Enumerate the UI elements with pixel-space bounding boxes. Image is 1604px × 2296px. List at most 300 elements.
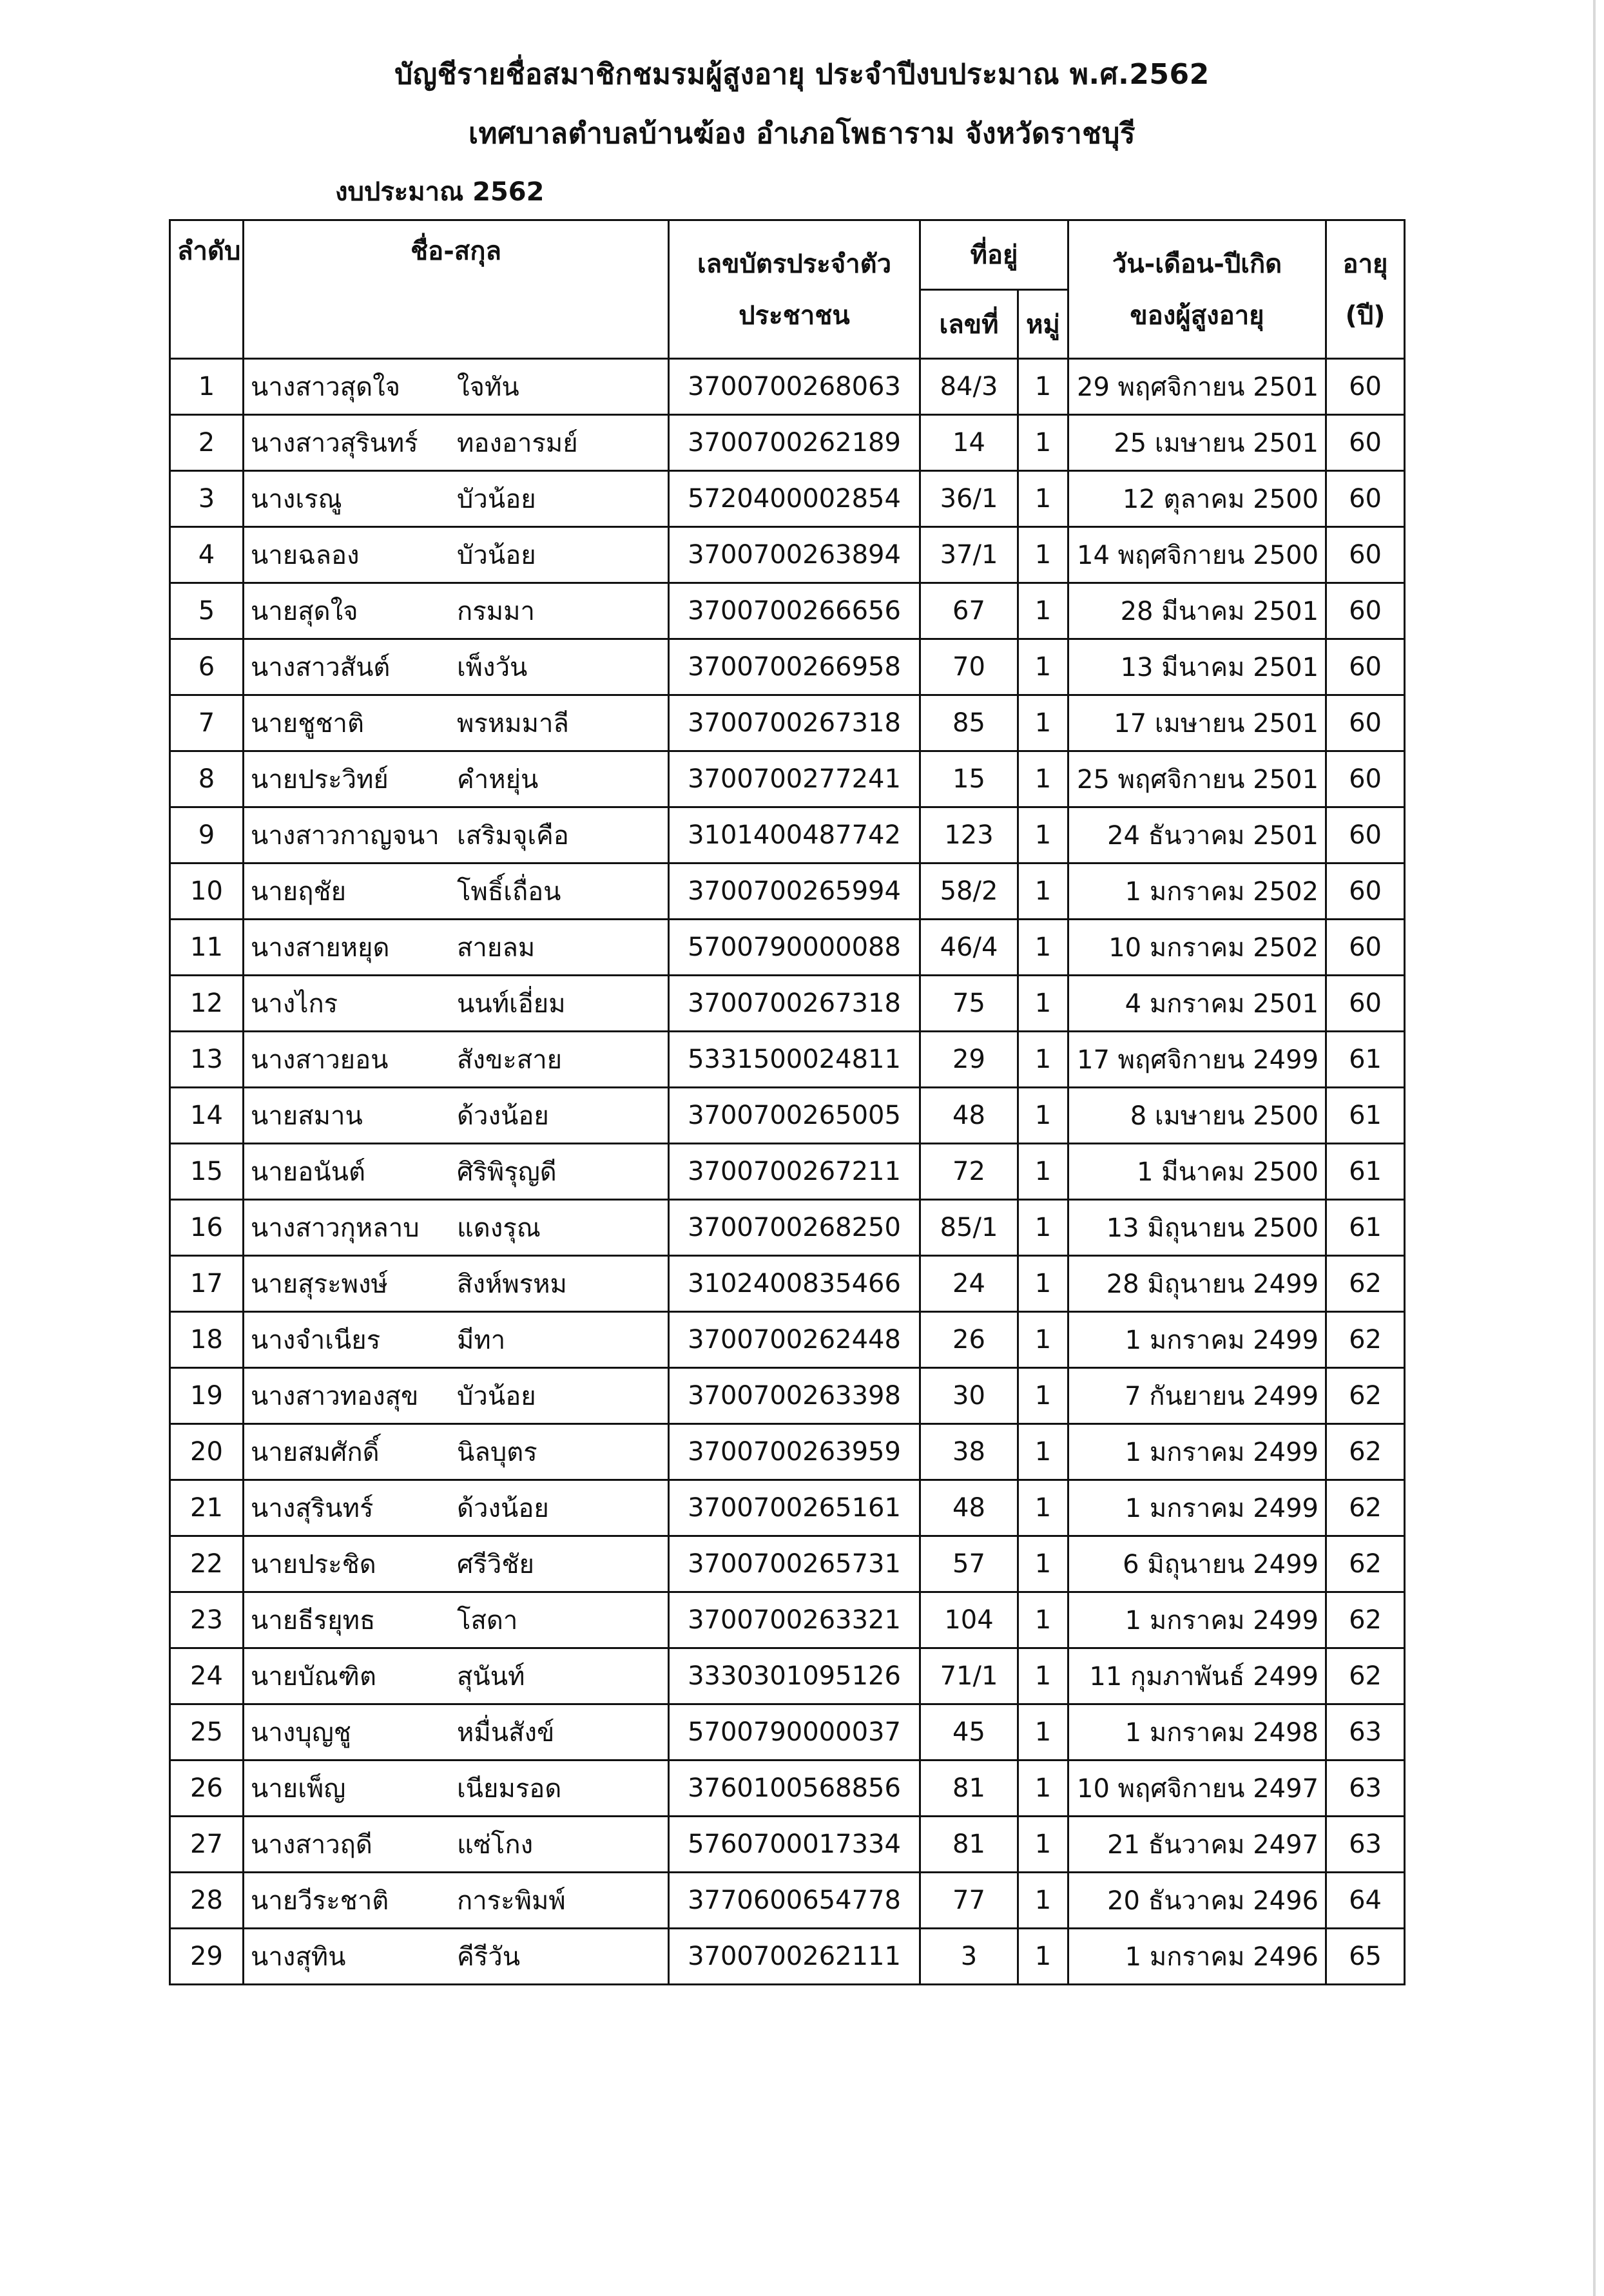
cell-no: 24 xyxy=(170,1648,244,1704)
cell-id-number: 3700700262448 xyxy=(669,1312,920,1368)
cell-first-name: นางสายหยุด xyxy=(251,933,390,963)
cell-first-name: นางสาวกาญจนา xyxy=(251,821,440,851)
cell-last-name: ศรีวิชัย xyxy=(457,1550,534,1579)
document-subtitle: เทศบาลตำบลบ้านฆ้อง อำเภอโพธาราม จังหวัดราชบุรี xyxy=(468,117,1136,150)
cell-moo: 1 xyxy=(1018,1032,1068,1088)
cell-last-name: เพ็งวัน xyxy=(457,653,528,682)
cell-name xyxy=(244,583,669,639)
table-row xyxy=(170,1704,1405,1761)
cell-id-number: 3700700262111 xyxy=(669,1929,920,1985)
table-header xyxy=(170,220,1405,359)
table-row xyxy=(170,751,1405,807)
cell-name xyxy=(244,920,669,976)
cell-first-name: นายประวิทย์ xyxy=(251,765,389,795)
header-id-line1: เลขบัตรประจำตัว xyxy=(669,220,920,290)
cell-last-name: ด้วงน้อย xyxy=(457,1101,549,1131)
cell-name xyxy=(244,1536,669,1592)
table-row xyxy=(170,471,1405,527)
cell-first-name: นางสาวยอน xyxy=(251,1045,389,1075)
cell-name xyxy=(244,1704,669,1761)
document-title: บัญชีรายชื่อสมาชิกชมรมผู้สูงอายุ ประจำปีงบประมาณ พ.ศ.2562 xyxy=(394,58,1210,91)
cell-age: 60 xyxy=(1326,863,1405,920)
header-no: ลำดับ xyxy=(170,220,244,359)
cell-no: 19 xyxy=(170,1368,244,1424)
table-row xyxy=(170,1256,1405,1312)
cell-moo: 1 xyxy=(1018,1368,1068,1424)
cell-moo: 1 xyxy=(1018,920,1068,976)
cell-id-number: 3700700268063 xyxy=(669,359,920,415)
cell-no: 25 xyxy=(170,1704,244,1761)
cell-house-no: 77 xyxy=(920,1873,1018,1929)
cell-id-number: 3700700263321 xyxy=(669,1592,920,1648)
header-age-line2: (ปี) xyxy=(1326,289,1405,359)
cell-last-name: แซ่โกง xyxy=(457,1830,534,1860)
cell-house-no: 24 xyxy=(920,1256,1018,1312)
cell-name xyxy=(244,1312,669,1368)
cell-id-number: 3700700265994 xyxy=(669,863,920,920)
cell-age: 60 xyxy=(1326,359,1405,415)
cell-no: 15 xyxy=(170,1144,244,1200)
cell-id-number: 3700700262189 xyxy=(669,415,920,471)
cell-birth-date: 28 มิถุนายน 2499 xyxy=(1068,1256,1326,1312)
cell-name xyxy=(244,1648,669,1704)
cell-house-no: 15 xyxy=(920,751,1018,807)
cell-id-number: 3700700267318 xyxy=(669,695,920,751)
cell-house-no: 71/1 xyxy=(920,1648,1018,1704)
cell-moo: 1 xyxy=(1018,976,1068,1032)
header-id-line2: ประชาชน xyxy=(669,289,920,359)
cell-age: 62 xyxy=(1326,1256,1405,1312)
cell-first-name: นายสมาน xyxy=(251,1101,363,1131)
cell-name xyxy=(244,1592,669,1648)
cell-birth-date: 24 ธันวาคม 2501 xyxy=(1068,807,1326,863)
cell-last-name: สิงห์พรหม xyxy=(457,1269,567,1299)
cell-house-no: 67 xyxy=(920,583,1018,639)
table-row xyxy=(170,359,1405,415)
cell-last-name: ศิริพิรุญดี xyxy=(457,1157,557,1187)
cell-no: 3 xyxy=(170,471,244,527)
cell-no: 26 xyxy=(170,1761,244,1817)
cell-moo: 1 xyxy=(1018,1256,1068,1312)
cell-id-number: 3700700267211 xyxy=(669,1144,920,1200)
header-dob-line2: ของผู้สูงอายุ xyxy=(1068,289,1326,359)
cell-age: 60 xyxy=(1326,471,1405,527)
table-row xyxy=(170,1144,1405,1200)
table-row xyxy=(170,1424,1405,1480)
cell-last-name: นนท์เอี่ยม xyxy=(457,989,566,1019)
cell-no: 10 xyxy=(170,863,244,920)
table-row xyxy=(170,1088,1405,1144)
cell-last-name: พรหมมาลี xyxy=(457,709,569,738)
cell-last-name: สุนันท์ xyxy=(457,1662,525,1692)
cell-no: 22 xyxy=(170,1536,244,1592)
cell-moo: 1 xyxy=(1018,807,1068,863)
table-row xyxy=(170,1368,1405,1424)
budget-label: งบประมาณ 2562 xyxy=(335,177,545,207)
table-row xyxy=(170,527,1405,583)
cell-birth-date: 1 มกราคม 2498 xyxy=(1068,1704,1326,1761)
cell-last-name: มีทา xyxy=(457,1326,506,1355)
cell-id-number: 5331500024811 xyxy=(669,1032,920,1088)
cell-last-name: บัวน้อย xyxy=(457,485,536,514)
cell-moo: 1 xyxy=(1018,1424,1068,1480)
header-house-no: เลขที่ xyxy=(920,289,1018,359)
cell-no: 16 xyxy=(170,1200,244,1256)
cell-id-number: 3700700263959 xyxy=(669,1424,920,1480)
cell-birth-date: 10 พฤศจิกายน 2497 xyxy=(1068,1761,1326,1817)
cell-no: 7 xyxy=(170,695,244,751)
cell-no: 18 xyxy=(170,1312,244,1368)
cell-house-no: 14 xyxy=(920,415,1018,471)
cell-birth-date: 25 พฤศจิกายน 2501 xyxy=(1068,751,1326,807)
cell-id-number: 5700790000088 xyxy=(669,920,920,976)
cell-name xyxy=(244,471,669,527)
cell-id-number: 3101400487742 xyxy=(669,807,920,863)
table-row xyxy=(170,976,1405,1032)
cell-no: 1 xyxy=(170,359,244,415)
cell-id-number: 3102400835466 xyxy=(669,1256,920,1312)
cell-name xyxy=(244,1144,669,1200)
cell-moo: 1 xyxy=(1018,527,1068,583)
cell-first-name: นายวีระชาติ xyxy=(251,1886,389,1916)
cell-moo: 1 xyxy=(1018,639,1068,695)
cell-last-name: ด้วงน้อย xyxy=(457,1494,549,1523)
cell-name xyxy=(244,807,669,863)
cell-no: 13 xyxy=(170,1032,244,1088)
cell-age: 62 xyxy=(1326,1592,1405,1648)
cell-age: 60 xyxy=(1326,695,1405,751)
cell-first-name: นางสาวสันต์ xyxy=(251,653,391,682)
cell-last-name: ใจทัน xyxy=(457,372,519,402)
cell-id-number: 3700700265161 xyxy=(669,1480,920,1536)
cell-first-name: นายฉลอง xyxy=(251,541,360,570)
cell-no: 5 xyxy=(170,583,244,639)
cell-first-name: นางสุทิน xyxy=(251,1942,346,1972)
cell-birth-date: 14 พฤศจิกายน 2500 xyxy=(1068,527,1326,583)
cell-house-no: 48 xyxy=(920,1088,1018,1144)
cell-first-name: นางเรณู xyxy=(251,485,342,514)
cell-name xyxy=(244,1761,669,1817)
cell-house-no: 37/1 xyxy=(920,527,1018,583)
table-row xyxy=(170,583,1405,639)
cell-birth-date: 12 ตุลาคม 2500 xyxy=(1068,471,1326,527)
table-row xyxy=(170,639,1405,695)
cell-moo: 1 xyxy=(1018,1312,1068,1368)
cell-first-name: นางไกร xyxy=(251,989,338,1019)
cell-birth-date: 1 มกราคม 2499 xyxy=(1068,1592,1326,1648)
cell-first-name: นายอนันต์ xyxy=(251,1157,365,1187)
table-row xyxy=(170,1200,1405,1256)
cell-moo: 1 xyxy=(1018,1704,1068,1761)
cell-id-number: 3700700265005 xyxy=(669,1088,920,1144)
cell-last-name: แดงรุณ xyxy=(457,1213,541,1243)
cell-name xyxy=(244,359,669,415)
cell-last-name: คีรีวัน xyxy=(457,1942,521,1972)
cell-id-number: 3700700268250 xyxy=(669,1200,920,1256)
cell-last-name: บัวน้อย xyxy=(457,541,536,570)
cell-last-name: คำหยุ่น xyxy=(457,765,539,795)
cell-age: 64 xyxy=(1326,1873,1405,1929)
cell-name xyxy=(244,1032,669,1088)
cell-id-number: 3700700266656 xyxy=(669,583,920,639)
cell-age: 62 xyxy=(1326,1480,1405,1536)
cell-age: 62 xyxy=(1326,1536,1405,1592)
cell-birth-date: 20 ธันวาคม 2496 xyxy=(1068,1873,1326,1929)
table-row xyxy=(170,1929,1405,1985)
cell-house-no: 48 xyxy=(920,1480,1018,1536)
cell-first-name: นางสาวทองสุข xyxy=(251,1382,419,1411)
cell-moo: 1 xyxy=(1018,1873,1068,1929)
member-table xyxy=(169,219,1406,1985)
cell-house-no: 36/1 xyxy=(920,471,1018,527)
cell-no: 29 xyxy=(170,1929,244,1985)
cell-age: 61 xyxy=(1326,1088,1405,1144)
cell-last-name: กรมมา xyxy=(457,597,535,626)
cell-last-name: โพธิ์เถื่อน xyxy=(457,877,561,907)
cell-first-name: นางสาวสุรินทร์ xyxy=(251,429,418,458)
cell-age: 60 xyxy=(1326,583,1405,639)
cell-moo: 1 xyxy=(1018,1480,1068,1536)
cell-last-name: นิลบุตร xyxy=(457,1438,537,1467)
cell-birth-date: 21 ธันวาคม 2497 xyxy=(1068,1817,1326,1873)
cell-moo: 1 xyxy=(1018,1929,1068,1985)
cell-house-no: 38 xyxy=(920,1424,1018,1480)
cell-no: 12 xyxy=(170,976,244,1032)
cell-first-name: นายชูชาติ xyxy=(251,709,364,738)
cell-birth-date: 29 พฤศจิกายน 2501 xyxy=(1068,359,1326,415)
table-row xyxy=(170,1761,1405,1817)
cell-house-no: 57 xyxy=(920,1536,1018,1592)
cell-age: 60 xyxy=(1326,920,1405,976)
cell-id-number: 3700700263894 xyxy=(669,527,920,583)
cell-name xyxy=(244,1256,669,1312)
cell-id-number: 3770600654778 xyxy=(669,1873,920,1929)
cell-house-no: 45 xyxy=(920,1704,1018,1761)
cell-no: 27 xyxy=(170,1817,244,1873)
cell-moo: 1 xyxy=(1018,695,1068,751)
table-row xyxy=(170,1536,1405,1592)
table-row xyxy=(170,920,1405,976)
cell-no: 14 xyxy=(170,1088,244,1144)
cell-last-name: เนียมรอด xyxy=(457,1774,562,1804)
cell-name xyxy=(244,863,669,920)
cell-age: 60 xyxy=(1326,527,1405,583)
cell-id-number: 3700700277241 xyxy=(669,751,920,807)
cell-last-name: หมื่นสังข์ xyxy=(457,1718,555,1748)
cell-house-no: 26 xyxy=(920,1312,1018,1368)
cell-id-number: 3700700266958 xyxy=(669,639,920,695)
table-row xyxy=(170,1817,1405,1873)
table-row xyxy=(170,1312,1405,1368)
cell-last-name: การะพิมพ์ xyxy=(457,1886,566,1916)
cell-house-no: 85/1 xyxy=(920,1200,1018,1256)
cell-no: 2 xyxy=(170,415,244,471)
header-address: ที่อยู่ xyxy=(920,220,1068,290)
cell-name xyxy=(244,1088,669,1144)
cell-last-name: บัวน้อย xyxy=(457,1382,536,1411)
cell-birth-date: 11 กุมภาพันธ์ 2499 xyxy=(1068,1648,1326,1704)
cell-birth-date: 7 กันยายน 2499 xyxy=(1068,1368,1326,1424)
cell-age: 62 xyxy=(1326,1368,1405,1424)
cell-birth-date: 17 พฤศจิกายน 2499 xyxy=(1068,1032,1326,1088)
cell-age: 63 xyxy=(1326,1704,1405,1761)
cell-age: 60 xyxy=(1326,807,1405,863)
cell-house-no: 84/3 xyxy=(920,359,1018,415)
cell-name xyxy=(244,1368,669,1424)
cell-moo: 1 xyxy=(1018,583,1068,639)
cell-birth-date: 25 เมษายน 2501 xyxy=(1068,415,1326,471)
cell-house-no: 75 xyxy=(920,976,1018,1032)
cell-last-name: สายลม xyxy=(457,933,536,963)
cell-moo: 1 xyxy=(1018,359,1068,415)
cell-first-name: นายฤชัย xyxy=(251,877,347,907)
table-row xyxy=(170,1032,1405,1088)
cell-last-name: สังขะสาย xyxy=(457,1045,563,1075)
cell-moo: 1 xyxy=(1018,415,1068,471)
cell-moo: 1 xyxy=(1018,863,1068,920)
cell-house-no: 104 xyxy=(920,1592,1018,1648)
cell-id-number: 3700700267318 xyxy=(669,976,920,1032)
header-name: ชื่อ-สกุล xyxy=(244,220,669,359)
cell-moo: 1 xyxy=(1018,1144,1068,1200)
cell-age: 60 xyxy=(1326,639,1405,695)
cell-house-no: 3 xyxy=(920,1929,1018,1985)
cell-name xyxy=(244,976,669,1032)
cell-no: 23 xyxy=(170,1592,244,1648)
cell-first-name: นายบัณฑิต xyxy=(251,1662,376,1692)
cell-first-name: นางบุญชู xyxy=(251,1718,351,1748)
cell-no: 11 xyxy=(170,920,244,976)
cell-house-no: 81 xyxy=(920,1761,1018,1817)
cell-age: 61 xyxy=(1326,1200,1405,1256)
cell-birth-date: 6 มิถุนายน 2499 xyxy=(1068,1536,1326,1592)
cell-first-name: นายประชิด xyxy=(251,1550,376,1579)
cell-name xyxy=(244,1929,669,1985)
cell-age: 62 xyxy=(1326,1312,1405,1368)
cell-age: 65 xyxy=(1326,1929,1405,1985)
cell-last-name: ทองอารมย์ xyxy=(457,429,578,458)
cell-name xyxy=(244,527,669,583)
cell-moo: 1 xyxy=(1018,471,1068,527)
cell-house-no: 29 xyxy=(920,1032,1018,1088)
cell-house-no: 30 xyxy=(920,1368,1018,1424)
cell-birth-date: 1 มกราคม 2496 xyxy=(1068,1929,1326,1985)
cell-id-number: 3700700263398 xyxy=(669,1368,920,1424)
cell-no: 4 xyxy=(170,527,244,583)
cell-birth-date: 8 เมษายน 2500 xyxy=(1068,1088,1326,1144)
cell-house-no: 46/4 xyxy=(920,920,1018,976)
cell-first-name: นายสมศักดิ์ xyxy=(251,1438,380,1467)
cell-moo: 1 xyxy=(1018,1817,1068,1873)
cell-id-number: 3330301095126 xyxy=(669,1648,920,1704)
cell-birth-date: 13 มิถุนายน 2500 xyxy=(1068,1200,1326,1256)
cell-age: 60 xyxy=(1326,415,1405,471)
cell-age: 63 xyxy=(1326,1761,1405,1817)
cell-name xyxy=(244,639,669,695)
cell-moo: 1 xyxy=(1018,1536,1068,1592)
header-age-line1: อายุ xyxy=(1326,220,1405,290)
cell-no: 6 xyxy=(170,639,244,695)
cell-moo: 1 xyxy=(1018,1200,1068,1256)
cell-id-number: 3760100568856 xyxy=(669,1761,920,1817)
cell-id-number: 5720400002854 xyxy=(669,471,920,527)
cell-name xyxy=(244,695,669,751)
cell-age: 61 xyxy=(1326,1032,1405,1088)
cell-birth-date: 1 มกราคม 2502 xyxy=(1068,863,1326,920)
cell-no: 9 xyxy=(170,807,244,863)
cell-first-name: นายเพ็ญ xyxy=(251,1774,346,1804)
table-row xyxy=(170,1873,1405,1929)
cell-first-name: นายสุระพงษ์ xyxy=(251,1269,388,1299)
cell-birth-date: 10 มกราคม 2502 xyxy=(1068,920,1326,976)
cell-first-name: นางสุรินทร์ xyxy=(251,1494,374,1523)
table-row xyxy=(170,863,1405,920)
cell-house-no: 70 xyxy=(920,639,1018,695)
cell-first-name: นางสาวฤดี xyxy=(251,1830,372,1860)
table-row xyxy=(170,1648,1405,1704)
cell-first-name: นางสาวสุดใจ xyxy=(251,372,401,402)
cell-moo: 1 xyxy=(1018,1761,1068,1817)
cell-age: 61 xyxy=(1326,1144,1405,1200)
cell-age: 60 xyxy=(1326,751,1405,807)
cell-name xyxy=(244,1480,669,1536)
cell-name xyxy=(244,415,669,471)
table-row xyxy=(170,1592,1405,1648)
cell-id-number: 5700790000037 xyxy=(669,1704,920,1761)
cell-house-no: 58/2 xyxy=(920,863,1018,920)
cell-moo: 1 xyxy=(1018,1648,1068,1704)
cell-id-number: 3700700265731 xyxy=(669,1536,920,1592)
cell-moo: 1 xyxy=(1018,1592,1068,1648)
table-row xyxy=(170,807,1405,863)
cell-birth-date: 1 มกราคม 2499 xyxy=(1068,1312,1326,1368)
cell-first-name: นางสาวกุหลาบ xyxy=(251,1213,420,1243)
cell-age: 60 xyxy=(1326,976,1405,1032)
cell-moo: 1 xyxy=(1018,751,1068,807)
cell-house-no: 123 xyxy=(920,807,1018,863)
table-body xyxy=(170,359,1405,1985)
table-row xyxy=(170,1480,1405,1536)
cell-name xyxy=(244,1200,669,1256)
cell-first-name: นายธีรยุทธ xyxy=(251,1606,376,1635)
cell-name xyxy=(244,1873,669,1929)
cell-name xyxy=(244,1424,669,1480)
cell-no: 28 xyxy=(170,1873,244,1929)
cell-no: 20 xyxy=(170,1424,244,1480)
cell-birth-date: 1 มกราคม 2499 xyxy=(1068,1480,1326,1536)
table-row xyxy=(170,415,1405,471)
cell-age: 63 xyxy=(1326,1817,1405,1873)
cell-first-name: นางจำเนียร xyxy=(251,1326,381,1355)
cell-birth-date: 1 มีนาคม 2500 xyxy=(1068,1144,1326,1200)
header-moo: หมู่ xyxy=(1018,289,1068,359)
table-row xyxy=(170,695,1405,751)
cell-first-name: นายสุดใจ xyxy=(251,597,358,626)
cell-birth-date: 28 มีนาคม 2501 xyxy=(1068,583,1326,639)
cell-birth-date: 17 เมษายน 2501 xyxy=(1068,695,1326,751)
cell-no: 17 xyxy=(170,1256,244,1312)
cell-id-number: 5760700017334 xyxy=(669,1817,920,1873)
header-dob-line1: วัน-เดือน-ปีเกิด xyxy=(1068,220,1326,290)
cell-name xyxy=(244,751,669,807)
cell-no: 21 xyxy=(170,1480,244,1536)
cell-birth-date: 13 มีนาคม 2501 xyxy=(1068,639,1326,695)
cell-last-name: เสริมจุเคือ xyxy=(457,821,569,851)
cell-age: 62 xyxy=(1326,1648,1405,1704)
cell-house-no: 81 xyxy=(920,1817,1018,1873)
cell-birth-date: 4 มกราคม 2501 xyxy=(1068,976,1326,1032)
cell-last-name: โสดา xyxy=(457,1606,518,1635)
